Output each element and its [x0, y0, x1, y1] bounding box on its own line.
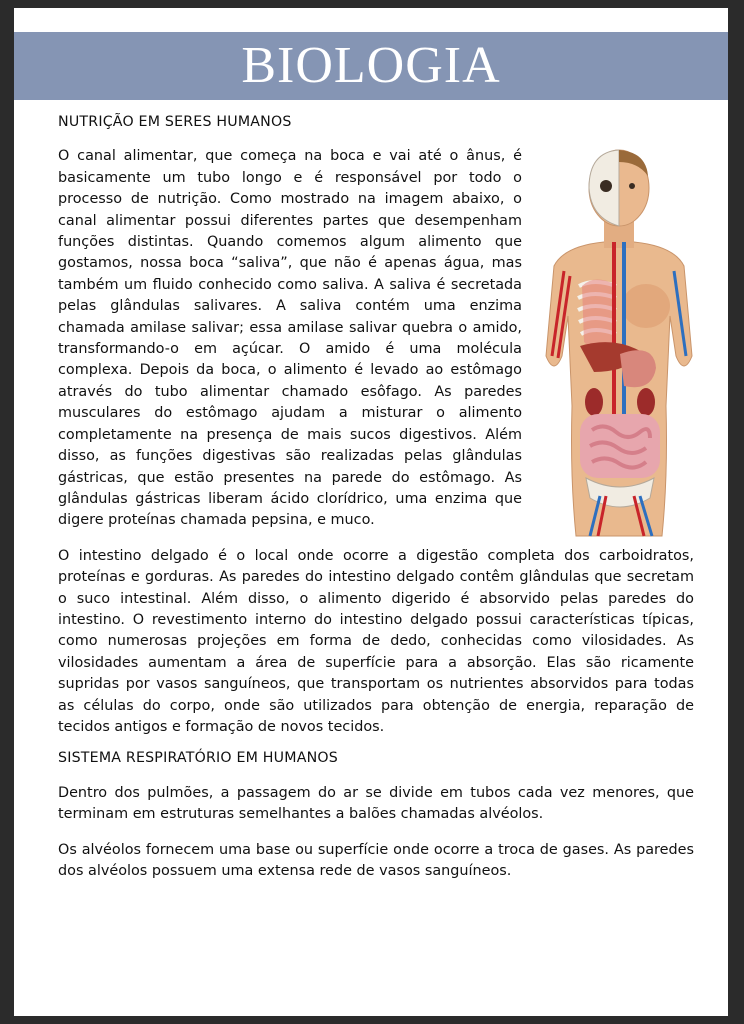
face-eye [629, 183, 635, 189]
respiratory-paragraph-2: Os alvéolos fornecem uma base ou superfície onde ocorre a troca de gases. As paredes dos alvéolos possuem uma extensa rede de vasos sanguíneos. [58, 841, 694, 879]
anatomy-illustration [534, 146, 704, 538]
chest-muscle [622, 284, 670, 328]
document-body [58, 112, 694, 882]
skull-eye [600, 180, 612, 192]
respiratory-heading: SISTEMA RESPIRATÓRIO EM HUMANOS [58, 750, 338, 767]
kidney-left [585, 388, 603, 416]
nutrition-paragraph-1: O canal alimentar, que começa na boca e vai até o ânus, é basicamente um tubo longo e é responsável por todo o processo de nutrição. Como mostrado na imagem abaixo, o canal alimentar possui diferentes partes que desempenham funções distintas. Quando comemos algum alimento que gostamos, nossa boca “saliva”, que não é apenas água, mas também um fluido conhecido como saliva. A saliva é secretada pelas glândulas salivares. A saliva contém uma enzima chamada amilase salivar; essa amilase salivar quebra o amido, transformando-o em açúcar. O amido é uma molécula complexa. Depois da boca, o alimento é levado ao estômago através do tubo alimentar chamado esôfago. As paredes musculares do estômago ajudam a misturar o alimento completamente na presença de mais sucos digestivos. Além disso, as funções digestivas são realizadas pelas glândulas gástricas, que estão presentes na parede do estômago. As glândulas gástricas liberam ácido clorídrico, uma enzima que digere proteínas chamada pepsina, e muco. [58, 148, 522, 529]
kidney-right [637, 388, 655, 416]
nutrition-paragraph-2: O intestino delgado é o local onde ocorre a digestão completa dos carboidratos, proteínas e gorduras. As paredes do intestino delgado contêm glândulas que secretam o suco intestinal. Além disso, o alimento digerido é absorvido pelas paredes do intestino. O revestimento interno do intestino delgado possui características típicas, como numerosas projeções em forma de dedo, conhecidas como vilosidades. As vilosidades aumentam a área de superfície para a absorção. Elas são ricamente supridas por vasos sanguíneos, que transportam os nutrientes absorvidos para todas as células do corpo, onde são utilizados para obtenção de energia, reparação de tecidos antigos e formação de novos tecidos. [58, 547, 694, 735]
lung-shape [582, 280, 614, 349]
page-title: BIOLOGIA [241, 37, 501, 94]
document-page [14, 8, 728, 1016]
respiratory-paragraph-1: Dentro dos pulmões, a passagem do ar se divide em tubos cada vez menores, que terminam em estruturas semelhantes a balões chamadas alvéolos. [58, 784, 694, 823]
nutrition-heading: NUTRIÇÃO EM SERES HUMANOS [58, 114, 292, 130]
title-banner [14, 32, 728, 100]
